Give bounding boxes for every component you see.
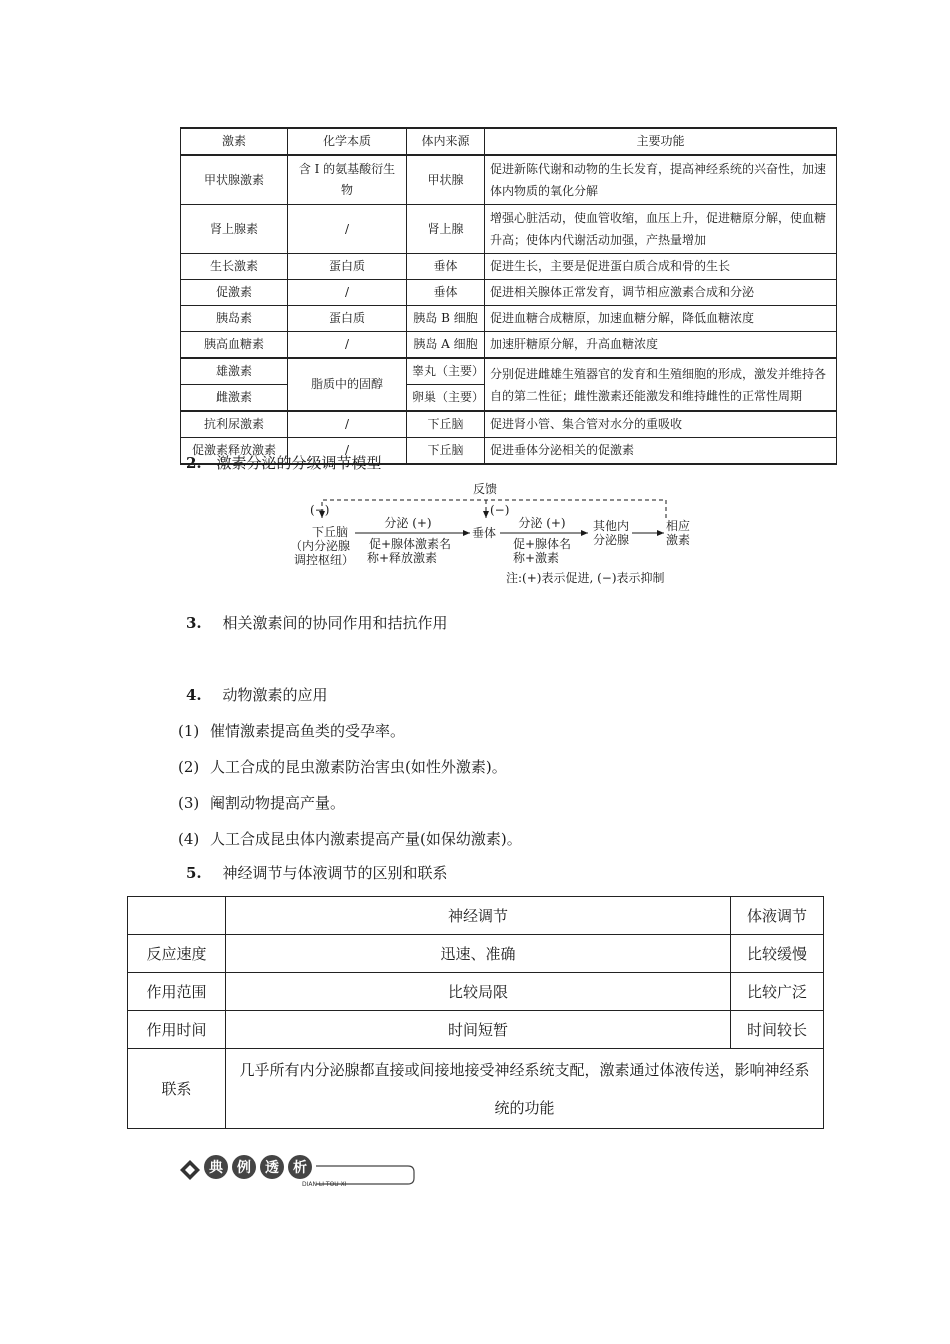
node-hypothalamus-sub2: 调控枢纽） — [294, 553, 355, 567]
hormone-name: 雌激素 — [181, 385, 288, 412]
list-item — [178, 756, 507, 777]
section-title: 动物激素的应用 — [222, 686, 328, 704]
row-label: 作用范围 — [128, 973, 226, 1011]
arrow1-hormone-2: 称+释放激素 — [366, 551, 438, 565]
hormone-source: 下丘脑 — [407, 411, 485, 438]
relation-text: 几乎所有内分泌腺都直接或间接地接受神经系统支配，激素通过体液传送，影响神经系统的功能 — [226, 1049, 824, 1129]
node-hypothalamus: 下丘脑 — [312, 525, 349, 539]
arrow1-label: 分泌 (+) — [384, 516, 432, 530]
header-nature: 化学本质 — [288, 128, 407, 155]
item-text: 人工合成昆虫体内激素提高产量(如保幼激素)。 — [210, 830, 522, 848]
section-title: 激素分泌的分级调节模型 — [216, 454, 382, 472]
hormone-name: 雄激素 — [181, 358, 288, 385]
humoral-value: 比较缓慢 — [731, 935, 824, 973]
table-row — [181, 254, 837, 280]
item-number: (3) — [178, 794, 200, 812]
neural-value: 比较局限 — [226, 973, 731, 1011]
inhibit-label-2: (−) — [490, 503, 510, 517]
hormone-name: 抗利尿激素 — [181, 411, 288, 438]
header-neural: 神经调节 — [226, 897, 731, 935]
comparison-table — [127, 896, 824, 1129]
comparison-header — [128, 897, 824, 935]
table-row — [128, 935, 824, 973]
diagram-note: 注:(+)表示促进, (−)表示抑制 — [506, 571, 665, 585]
header-hormone: 激素 — [181, 128, 288, 155]
item-number: (1) — [178, 722, 200, 740]
table-row — [128, 1011, 824, 1049]
hormone-name: 甲状腺激素 — [181, 155, 288, 205]
node-hormone-2: 激素 — [666, 533, 691, 547]
hormone-name: 促激素 — [181, 280, 288, 306]
hormone-function: 加速肝糖原分解，升高血糖浓度 — [485, 332, 837, 359]
node-other-gland-2: 分泌腺 — [593, 533, 630, 547]
list-item — [178, 792, 345, 813]
section-3-heading — [186, 612, 447, 633]
hormone-source: 垂体 — [407, 254, 485, 280]
section-2-heading — [186, 452, 381, 473]
hormone-source: 睾丸（主要） — [407, 358, 485, 385]
arrow2-label: 分泌 (+) — [518, 516, 566, 530]
hormone-function: 促进垂体分泌相关的促激素 — [485, 438, 837, 465]
hormone-function: 增强心脏活动，使血管收缩，血压上升，促进糖原分解，使血糖升高；使体内代谢活动加强，产热量增加 — [485, 205, 837, 254]
hormone-function: 促进相关腺体正常发育，调节相应激素合成和分泌 — [485, 280, 837, 306]
arrow2-hormone-2: 称+激素 — [512, 551, 560, 565]
hormone-name: 胰高血糖素 — [181, 332, 288, 359]
logo-char: 典 — [209, 1160, 223, 1176]
logo-char: 透 — [265, 1160, 279, 1176]
header-source: 体内来源 — [407, 128, 485, 155]
hierarchy-diagram — [280, 480, 700, 592]
neural-value: 迅速、准确 — [226, 935, 731, 973]
list-item — [178, 720, 405, 741]
inhibit-label-1: (−) — [310, 503, 330, 517]
hormone-nature: 蛋白质 — [288, 254, 407, 280]
item-number: (2) — [178, 758, 200, 776]
hormone-nature: / — [288, 411, 407, 438]
table-row — [181, 205, 837, 254]
node-pituitary: 垂体 — [472, 526, 497, 540]
header-function: 主要功能 — [485, 128, 837, 155]
section-number: 4. — [186, 686, 202, 704]
node-other-gland-1: 其他内 — [593, 519, 630, 533]
section-number: 3. — [186, 614, 202, 632]
hormone-nature: 蛋白质 — [288, 306, 407, 332]
feedback-label: 反馈 — [472, 482, 498, 496]
arrow2-hormone-1: 促+腺体名 — [512, 537, 572, 551]
hormone-nature: 含 I 的氨基酸衍生物 — [288, 155, 407, 205]
hormone-nature: / — [288, 205, 407, 254]
row-label: 联系 — [128, 1049, 226, 1129]
hormone-table — [180, 127, 837, 465]
section-4-heading — [186, 684, 327, 705]
hormone-source: 甲状腺 — [407, 155, 485, 205]
hormone-function: 促进肾小管、集合管对水分的重吸收 — [485, 411, 837, 438]
section-number: 2. — [186, 454, 202, 472]
row-label: 作用时间 — [128, 1011, 226, 1049]
item-number: (4) — [178, 830, 200, 848]
hormone-function: 分别促进雌雄生殖器官的发育和生殖细胞的形成，激发并维持各自的第二性征；雌性激素还能激发和维持雌性的正常性周期 — [485, 358, 837, 411]
item-text: 人工合成的昆虫激素防治害虫(如性外激素)。 — [210, 758, 507, 776]
section-number: 5. — [186, 864, 202, 882]
hormone-source: 肾上腺 — [407, 205, 485, 254]
hormone-function: 促进新陈代谢和动物的生长发育，提高神经系统的兴奋性，加速体内物质的氧化分解 — [485, 155, 837, 205]
hormone-nature: / — [288, 280, 407, 306]
table-row — [181, 280, 837, 306]
row-label: 反应速度 — [128, 935, 226, 973]
table-row — [181, 306, 837, 332]
item-text: 催情激素提高鱼类的受孕率。 — [210, 722, 406, 740]
neural-value: 时间短暂 — [226, 1011, 731, 1049]
table-row — [181, 155, 837, 205]
hormone-function: 促进生长，主要是促进蛋白质合成和骨的生长 — [485, 254, 837, 280]
logo-pinyin: DIAN LI TOU XI — [302, 1181, 347, 1188]
hormone-name: 促激素释放激素 — [181, 438, 288, 465]
table-row — [181, 332, 837, 359]
hormone-source: 胰岛 A 细胞 — [407, 332, 485, 359]
hormone-name: 生长激素 — [181, 254, 288, 280]
header-humoral: 体液调节 — [731, 897, 824, 935]
humoral-value: 比较广泛 — [731, 973, 824, 1011]
logo-char: 析 — [293, 1160, 307, 1176]
hormone-table-header — [181, 128, 837, 155]
node-hypothalamus-sub1: （内分泌腺 — [290, 539, 351, 553]
section-5-heading — [186, 862, 447, 883]
table-row — [128, 1049, 824, 1129]
hormone-name: 肾上腺素 — [181, 205, 288, 254]
section-title: 相关激素间的协同作用和拮抗作用 — [222, 614, 448, 632]
humoral-value: 时间较长 — [731, 1011, 824, 1049]
arrow1-hormone-1: 促+腺体激素名 — [368, 537, 452, 551]
section-title: 神经调节与体液调节的区别和联系 — [222, 864, 448, 882]
hormone-source: 卵巢（主要） — [407, 385, 485, 412]
hormone-name: 胰岛素 — [181, 306, 288, 332]
hormone-function: 促进血糖合成糖原，加速血糖分解，降低血糖浓度 — [485, 306, 837, 332]
hormone-nature: / — [288, 332, 407, 359]
hormone-source: 胰岛 B 细胞 — [407, 306, 485, 332]
hormone-source: 下丘脑 — [407, 438, 485, 465]
hormone-nature: / — [288, 438, 407, 465]
header-empty — [128, 897, 226, 935]
table-row — [181, 411, 837, 438]
table-row — [128, 973, 824, 1011]
table-row — [181, 358, 837, 385]
hormone-source: 垂体 — [407, 280, 485, 306]
item-text: 阉割动物提高产量。 — [210, 794, 346, 812]
hormone-nature: 脂质中的固醇 — [288, 358, 407, 411]
node-hormone-1: 相应 — [666, 519, 691, 533]
list-item — [178, 828, 522, 849]
logo-char: 例 — [237, 1160, 251, 1176]
section-logo — [176, 1152, 416, 1192]
